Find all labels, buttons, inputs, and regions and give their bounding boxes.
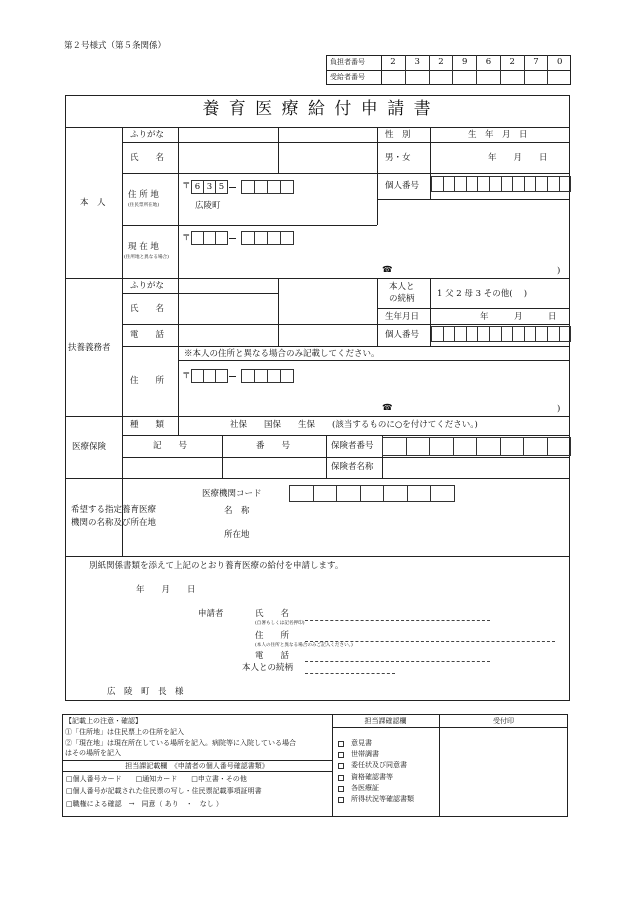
payer-digit-cell: 6 [476,55,500,70]
person-sex-options: 男・女 [385,153,411,163]
guardian-birth-label: 生年月日 [385,312,420,322]
postal-digit-box[interactable] [241,231,255,245]
notes-line-2a: ②「現在地」は現在所在している場所を記入。病院等に入院している場合 [65,739,296,747]
confirm-header: 担当課確認欄 [364,717,407,725]
institution-name-label: 名 称 [224,506,250,516]
postal-digit-box[interactable] [215,369,228,383]
payer-digit-cell: 0 [547,55,571,70]
application-statement: 別紙関係書類を添えて上記のとおり養育医療の給付を申請します。 [89,561,344,571]
confirm-checkbox[interactable] [338,741,344,747]
guardian-relation-label-1: 本人と [389,282,415,292]
confirm-checkbox[interactable] [338,752,344,758]
postal-digit-box[interactable]: 5 [215,180,228,194]
payer-digit-cell: 2 [429,55,453,70]
confirm-item-label: 各医療証 [351,783,379,792]
payer-digit-cell: 3 [405,55,429,70]
payer-number-label: 負担者番号 [330,58,365,66]
person-town: 広陵町 [195,201,221,211]
applicant-label: 申請者 [198,609,224,619]
recipient-digit-cell[interactable] [405,70,429,85]
staff-header: 担当課記載欄 《申請者の個人番号確認書類》 [125,762,269,770]
postal-digit-box[interactable] [254,180,268,194]
insurance-section-label: 医療保険 [72,442,107,452]
addressee: 広 陵 町 長 様 [107,687,184,697]
insurer-number-box[interactable] [453,437,478,456]
form-number: 第２号様式（第５条関係） [64,41,167,51]
form-title: 養 育 医 療 給 付 申 請 書 [202,99,433,119]
postal-digit-box[interactable] [280,369,294,383]
applicant-relation-label: 本人との続柄 [242,663,294,673]
recipient-digit-cell[interactable] [381,70,405,85]
guardian-mynumber-label: 個人番号 [385,330,420,340]
guardian-phone-close-paren: ) [557,404,561,414]
staff-check-1: □個人番号カード □通知カード □申立書・その他 [66,775,247,783]
postal-digit-box[interactable]: 3 [203,180,216,194]
confirm-checkbox[interactable] [338,763,344,769]
insurer-number-label: 保険者番号 [331,441,374,451]
guardian-phone-label: 電 話 [130,330,165,340]
applicant-phone-label: 電 話 [255,651,290,661]
postal-digit-box[interactable] [267,231,281,245]
person-birth-ymd: 年 月 日 [488,153,548,163]
institution-code-box[interactable] [289,485,314,502]
person-current-postal-mark: 〒 [182,233,191,243]
insurer-name-label: 保険者名称 [331,462,374,472]
postal-digit-box[interactable]: 6 [191,180,204,194]
confirm-checkbox[interactable] [338,775,344,781]
confirm-item-label: 所得状況等確認書類 [351,795,414,803]
confirm-item-label: 世帯調書 [351,750,379,759]
institution-code-label: 医療機関コード [202,489,262,499]
person-name-label: 氏 名 [130,153,165,163]
insurance-type-options: 社保 国保 生保 (該当するものに○を付けてください。) [230,420,478,430]
institution-code-box[interactable] [383,485,408,502]
postal-separator [229,187,236,188]
notes-line-2b: はその場所を記入 [65,749,121,757]
notes-line-1: ①「住所地」は住民票上の住所を記入 [65,728,184,736]
application-date: 年 月 日 [136,585,196,595]
institution-code-box[interactable] [336,485,361,502]
recipient-number-label: 受給者番号 [330,73,365,81]
institution-code-box[interactable] [430,485,455,502]
insurer-number-box[interactable] [500,437,525,456]
guardian-postal-mark: 〒 [182,371,191,381]
institution-code-box[interactable] [407,485,432,502]
staff-check-2: □個人番号が記載された住民票の写し・住民票記載事項証明書 [66,787,262,795]
postal-digit-box[interactable] [280,231,294,245]
insurance-type-label: 種 類 [130,420,165,430]
notes-title: 【記載上の注意・確認】 [65,717,142,725]
guardian-phone-icon: ☎ [382,403,393,413]
insurance-number-label: 番 号 [256,441,291,451]
postal-digit-box[interactable] [280,180,294,194]
institution-location-label: 所在地 [224,530,250,540]
confirm-item-label: 委任状及び同意書 [351,761,407,770]
applicant-address-note: (本人の住所と異なる場合のみご記入ください。) [255,643,353,648]
insurer-number-box[interactable] [523,437,548,456]
applicant-address-label: 住 所 [255,631,290,641]
person-address-note: (住民票所在地) [128,203,160,208]
recipient-digit-cell[interactable] [500,70,524,85]
payer-digit-cell: 9 [452,55,476,70]
guardian-name-label: 氏 名 [130,304,165,314]
insurer-number-box[interactable] [476,437,501,456]
person-furigana-label: ふりがな [130,130,165,140]
person-address-label: 住 所 地 [128,190,159,200]
person-current-note: (住所地と異なる場合) [124,255,169,260]
payer-digit-cell: 7 [524,55,548,70]
postal-digit-box[interactable] [267,180,281,194]
institution-code-box[interactable] [360,485,385,502]
insurer-number-box[interactable] [406,437,431,456]
insurance-symbol-label: 記 号 [153,441,188,451]
confirm-checkbox[interactable] [338,797,344,803]
postal-digit-box[interactable] [241,180,255,194]
postal-separator [229,376,236,377]
postal-digit-box[interactable] [254,231,268,245]
postal-digit-box[interactable] [267,369,281,383]
applicant-name-note: (自署もしくは記名押印) [255,621,305,626]
person-sex-label: 性 別 [385,130,411,140]
confirm-item-label: 資格確認書等 [351,772,393,781]
person-mynumber-label: 個人番号 [385,181,420,191]
guardian-relation-label-2: の続柄 [389,294,415,304]
insurer-number-box[interactable] [382,437,407,456]
postal-digit-box[interactable] [215,231,228,245]
insurer-number-box[interactable] [547,437,572,456]
mynumber-digit-box[interactable] [559,326,572,342]
recipient-digit-cell[interactable] [524,70,548,85]
payer-digit-cell: 2 [390,57,396,67]
staff-check-3: □職権による確認 → 同意（ あり ・ なし ） [66,800,223,808]
institution-section-label-1: 希望する指定養育医療 [71,505,157,515]
person-birth-label: 生 年 月 日 [468,130,528,140]
person-postal-mark: 〒 [182,181,191,191]
postal-digit-box[interactable] [254,369,268,383]
recipient-digit-cell[interactable] [476,70,500,85]
mynumber-digit-box[interactable] [559,176,572,192]
guardian-furigana-label: ふりがな [130,281,165,291]
confirm-item-label: 意見書 [351,739,372,747]
institution-section-label-2: 機関の名称及び所在地 [71,518,157,528]
recipient-digit-cell[interactable] [452,70,476,85]
recipient-digit-cell[interactable] [429,70,453,85]
institution-code-box[interactable] [313,485,338,502]
person-current-label: 現 在 地 [128,242,159,252]
confirm-checkbox[interactable] [338,786,344,792]
payer-digit-cell: 2 [500,55,524,70]
guardian-section-label: 扶養義務者 [68,343,111,353]
recipient-digit-cell[interactable] [547,70,571,85]
phone-icon: ☎ [382,265,393,275]
postal-separator [229,238,236,239]
applicant-name-label: 氏 名 [255,609,290,619]
reception-header: 受付印 [493,717,514,725]
guardian-birth-ymd: 年 月 日 [480,312,557,322]
person-phone-close-paren: ) [557,266,561,276]
guardian-relation-options: 1 父 2 母 3 その他( ) [437,289,528,299]
guardian-address-label: 住 所 [130,376,165,386]
insurer-number-box[interactable] [429,437,454,456]
person-section-label: 本 人 [80,198,106,208]
postal-digit-box[interactable] [241,369,255,383]
guardian-address-note: ※本人の住所と異なる場合のみ記載してください。 [184,349,380,359]
